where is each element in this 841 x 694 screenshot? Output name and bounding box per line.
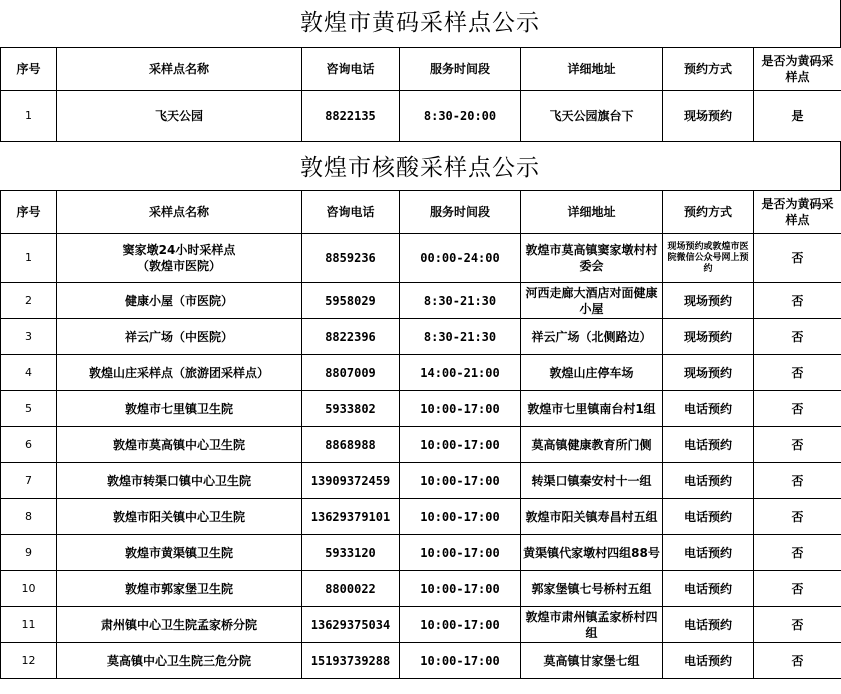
cell-seq: 3 [1, 319, 57, 355]
cell-seq: 4 [1, 355, 57, 391]
header-phone: 咨询电话 [302, 48, 400, 91]
cell-service-time: 10:00-17:00 [400, 607, 521, 643]
yellow-code-title: 敦煌市黄码采样点公示 [0, 0, 841, 47]
header-row [1, 48, 841, 91]
cell-address: 祥云广场（北侧路边） [521, 319, 663, 355]
cell-seq: 7 [1, 463, 57, 499]
cell-phone: 13909372459 [302, 463, 400, 499]
header-seq: 序号 [1, 191, 57, 234]
cell-seq: 1 [1, 234, 57, 283]
cell-service-time: 10:00-17:00 [400, 643, 521, 679]
cell-site-name: 敦煌市转渠口镇中心卫生院 [57, 463, 302, 499]
cell-phone: 8868988 [302, 427, 400, 463]
cell-address: 转渠口镇秦安村十一组 [521, 463, 663, 499]
header-booking: 预约方式 [663, 191, 754, 234]
cell-booking: 现场预约 [663, 283, 754, 319]
cell-booking: 现场预约 [663, 355, 754, 391]
cell-site-name: 健康小屋（市医院） [57, 283, 302, 319]
cell-address: 敦煌市阳关镇寿昌村五组 [521, 499, 663, 535]
cell-phone: 8859236 [302, 234, 400, 283]
cell-seq: 8 [1, 499, 57, 535]
cell-seq: 11 [1, 607, 57, 643]
cell-service-time: 8:30-21:30 [400, 283, 521, 319]
cell-seq: 6 [1, 427, 57, 463]
table-row [1, 283, 841, 319]
cell-address: 敦煌市莫高镇窦家墩村村委会 [521, 234, 663, 283]
cell-site-name: 肃州镇中心卫生院孟家桥分院 [57, 607, 302, 643]
cell-site-name: 敦煌市莫高镇中心卫生院 [57, 427, 302, 463]
cell-service-time: 14:00-21:00 [400, 355, 521, 391]
cell-phone: 8807009 [302, 355, 400, 391]
cell-service-time: 10:00-17:00 [400, 391, 521, 427]
cell-is-yellow: 否 [754, 643, 841, 679]
table-row [1, 91, 841, 142]
cell-booking: 电话预约 [663, 427, 754, 463]
nucleic-test-title: 敦煌市核酸采样点公示 [0, 142, 841, 190]
cell-address: 莫高镇健康教育所门侧 [521, 427, 663, 463]
nucleic-table-body [1, 234, 841, 679]
cell-phone: 5933120 [302, 535, 400, 571]
cell-service-time: 10:00-17:00 [400, 463, 521, 499]
header-service-time: 服务时间段 [400, 191, 521, 234]
header-address: 详细地址 [521, 48, 663, 91]
cell-phone: 5933802 [302, 391, 400, 427]
cell-seq: 12 [1, 643, 57, 679]
cell-site-name: 敦煌市黄渠镇卫生院 [57, 535, 302, 571]
cell-is-yellow: 否 [754, 499, 841, 535]
cell-phone: 13629379101 [302, 499, 400, 535]
cell-address: 飞天公园旗台下 [521, 91, 663, 142]
table-row [1, 391, 841, 427]
cell-address: 敦煌市七里镇南台村1组 [521, 391, 663, 427]
header-site-name: 采样点名称 [57, 191, 302, 234]
nucleic-test-table [0, 190, 841, 679]
header-booking: 预约方式 [663, 48, 754, 91]
yellow-code-table [0, 47, 841, 142]
cell-is-yellow: 否 [754, 319, 841, 355]
table-row [1, 427, 841, 463]
cell-phone: 8800022 [302, 571, 400, 607]
cell-phone: 8822396 [302, 319, 400, 355]
cell-service-time: 10:00-17:00 [400, 571, 521, 607]
header-address: 详细地址 [521, 191, 663, 234]
cell-phone: 8822135 [302, 91, 400, 142]
cell-site-name: 祥云广场（中医院） [57, 319, 302, 355]
cell-phone: 13629375034 [302, 607, 400, 643]
cell-booking: 现场预约或敦煌市医院微信公众号网上预约 [663, 234, 754, 283]
table-row [1, 499, 841, 535]
cell-site-name: 莫高镇中心卫生院三危分院 [57, 643, 302, 679]
cell-is-yellow: 否 [754, 463, 841, 499]
cell-address: 莫高镇甘家堡七组 [521, 643, 663, 679]
cell-site-name: 敦煌山庄采样点（旅游团采样点） [57, 355, 302, 391]
header-phone: 咨询电话 [302, 191, 400, 234]
header-is-yellow: 是否为黄码采样点 [754, 48, 841, 91]
cell-address: 黄渠镇代家墩村四组88号 [521, 535, 663, 571]
cell-phone: 15193739288 [302, 643, 400, 679]
cell-booking: 电话预约 [663, 499, 754, 535]
cell-is-yellow: 否 [754, 427, 841, 463]
cell-is-yellow: 是 [754, 91, 841, 142]
cell-address: 敦煌市肃州镇孟家桥村四组 [521, 607, 663, 643]
table-row [1, 535, 841, 571]
cell-site-name: 敦煌市郭家堡卫生院 [57, 571, 302, 607]
cell-site-name: 敦煌市阳关镇中心卫生院 [57, 499, 302, 535]
cell-booking: 电话预约 [663, 463, 754, 499]
cell-is-yellow: 否 [754, 283, 841, 319]
cell-service-time: 8:30-20:00 [400, 91, 521, 142]
cell-seq: 9 [1, 535, 57, 571]
cell-booking: 现场预约 [663, 319, 754, 355]
cell-service-time: 10:00-17:00 [400, 427, 521, 463]
cell-booking: 电话预约 [663, 643, 754, 679]
cell-service-time: 10:00-17:00 [400, 535, 521, 571]
header-seq: 序号 [1, 48, 57, 91]
cell-is-yellow: 否 [754, 607, 841, 643]
table-row [1, 571, 841, 607]
table-row [1, 607, 841, 643]
cell-phone: 5958029 [302, 283, 400, 319]
cell-booking: 电话预约 [663, 571, 754, 607]
header-is-yellow: 是否为黄码采样点 [754, 191, 841, 234]
table-row [1, 234, 841, 283]
cell-is-yellow: 否 [754, 535, 841, 571]
table-row [1, 463, 841, 499]
cell-booking: 电话预约 [663, 607, 754, 643]
cell-seq: 2 [1, 283, 57, 319]
cell-service-time: 10:00-17:00 [400, 499, 521, 535]
cell-address: 河西走廊大酒店对面健康小屋 [521, 283, 663, 319]
header-row [1, 191, 841, 234]
cell-booking: 电话预约 [663, 391, 754, 427]
cell-address: 郭家堡镇七号桥村五组 [521, 571, 663, 607]
cell-address: 敦煌山庄停车场 [521, 355, 663, 391]
cell-booking: 现场预约 [663, 91, 754, 142]
table-row [1, 319, 841, 355]
cell-booking: 电话预约 [663, 535, 754, 571]
table-row [1, 643, 841, 679]
cell-is-yellow: 否 [754, 355, 841, 391]
cell-is-yellow: 否 [754, 234, 841, 283]
cell-service-time: 00:00-24:00 [400, 234, 521, 283]
cell-site-name: 敦煌市七里镇卫生院 [57, 391, 302, 427]
header-service-time: 服务时间段 [400, 48, 521, 91]
table-row [1, 355, 841, 391]
cell-site-name: 窦家墩24小时采样点 （敦煌市医院） [57, 234, 302, 283]
cell-site-name: 飞天公园 [57, 91, 302, 142]
cell-is-yellow: 否 [754, 391, 841, 427]
header-site-name: 采样点名称 [57, 48, 302, 91]
cell-is-yellow: 否 [754, 571, 841, 607]
cell-seq: 1 [1, 91, 57, 142]
cell-seq: 10 [1, 571, 57, 607]
cell-service-time: 8:30-21:30 [400, 319, 521, 355]
cell-seq: 5 [1, 391, 57, 427]
